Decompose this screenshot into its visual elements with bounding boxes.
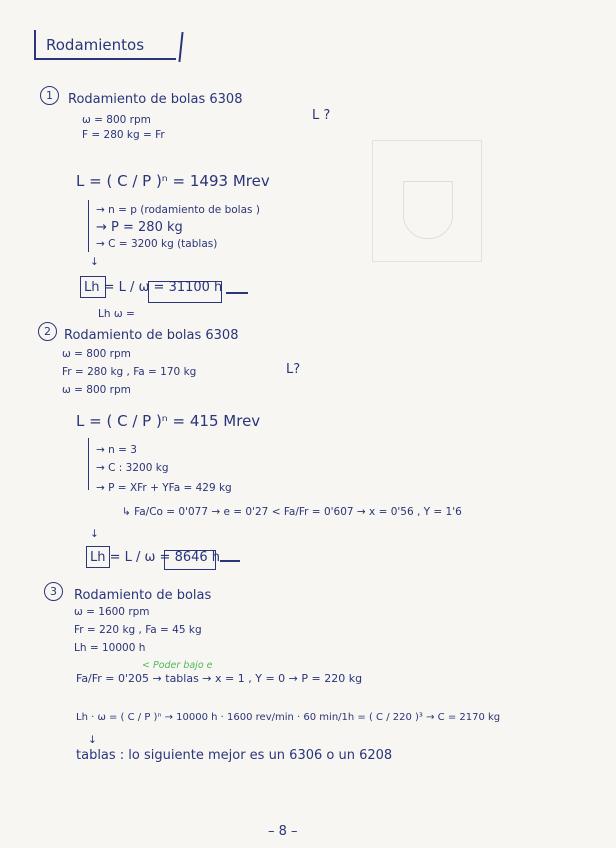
page-title: Rodamientos [46, 36, 145, 54]
problem-1-given-force: F = 280 kg = Fr [82, 129, 165, 141]
problem-1-result: Lh = L / ω = 31100 h [84, 280, 223, 295]
down-arrow-icon-3: ↓ [88, 734, 97, 746]
problem-2-given-speed-2: ω = 800 rpm [62, 384, 131, 396]
problem-2-bracket [88, 438, 89, 490]
problem-2-ratio-line: ↳ Fa/Co = 0'077 → e = 0'27 < Fa/Fr = 0'607 → x = 0'56 , Y = 1'6 [122, 506, 462, 518]
problem-2-note-C: → C : 3200 kg [96, 462, 169, 474]
check-mark-icon [226, 292, 248, 294]
problem-2-note-P: → P = XFr + YFa = 429 kg [96, 482, 232, 494]
check-mark-icon-2 [220, 560, 240, 562]
problem-3-green-note: < Poder bajo e [142, 660, 213, 671]
page-number: – 8 – [268, 824, 298, 839]
problem-2-given-speed: ω = 800 rpm [62, 348, 131, 360]
problem-3-life-equation: Lh · ω = ( C / P )ⁿ → 10000 h · 1600 rev/min · 60 min/1h = ( C / 220 )³ → C = 2170 kg [76, 712, 501, 723]
problem-1-bracket [88, 200, 89, 252]
problem-3-given-speed: ω = 1600 rpm [74, 606, 150, 618]
problem-1-heading: Rodamiento de bolas 6308 [68, 92, 243, 107]
faded-bearing-sketch [372, 140, 482, 262]
problem-1-note-P: → P = 280 kg [96, 220, 183, 235]
problem-2-note-n: → n = 3 [96, 444, 137, 456]
problem-1-question: L ? [312, 108, 331, 123]
problem-1-sub: Lh ω = [98, 308, 135, 320]
problem-1-note-C: → C = 3200 kg (tablas) [96, 238, 218, 250]
problem-3-number: 3 [44, 582, 63, 601]
problem-3-given-life: Lh = 10000 h [74, 642, 146, 654]
problem-2-heading: Rodamiento de bolas 6308 [64, 328, 239, 343]
problem-2-number: 2 [38, 322, 57, 341]
problem-1-eq-L: L = ( C / P )ⁿ = 1493 Mrev [76, 172, 270, 190]
down-arrow-icon: ↓ [90, 256, 99, 268]
problem-3-given-forces: Fr = 220 kg , Fa = 45 kg [74, 624, 202, 636]
problem-2-result: Lh = L / ω = 8646 h [90, 550, 221, 565]
problem-1-number: 1 [40, 86, 59, 105]
problem-3-ratio-line: Fa/Fr = 0'205 → tablas → x = 1 , Y = 0 → P = 220 kg [76, 672, 363, 685]
problem-1-note-n: → n = p (rodamiento de bolas ) [96, 204, 260, 216]
down-arrow-icon-2: ↓ [90, 528, 99, 540]
problem-3-conclusion: tablas : lo siguiente mejor es un 6306 o un 6208 [76, 748, 393, 763]
problem-1-given-speed: ω = 800 rpm [82, 114, 151, 126]
problem-2-given-forces: Fr = 280 kg , Fa = 170 kg [62, 366, 197, 378]
problem-2-eq-L: L = ( C / P )ⁿ = 415 Mrev [76, 412, 261, 430]
problem-2-question: L? [286, 362, 301, 377]
problem-3-heading: Rodamiento de bolas [74, 588, 212, 603]
